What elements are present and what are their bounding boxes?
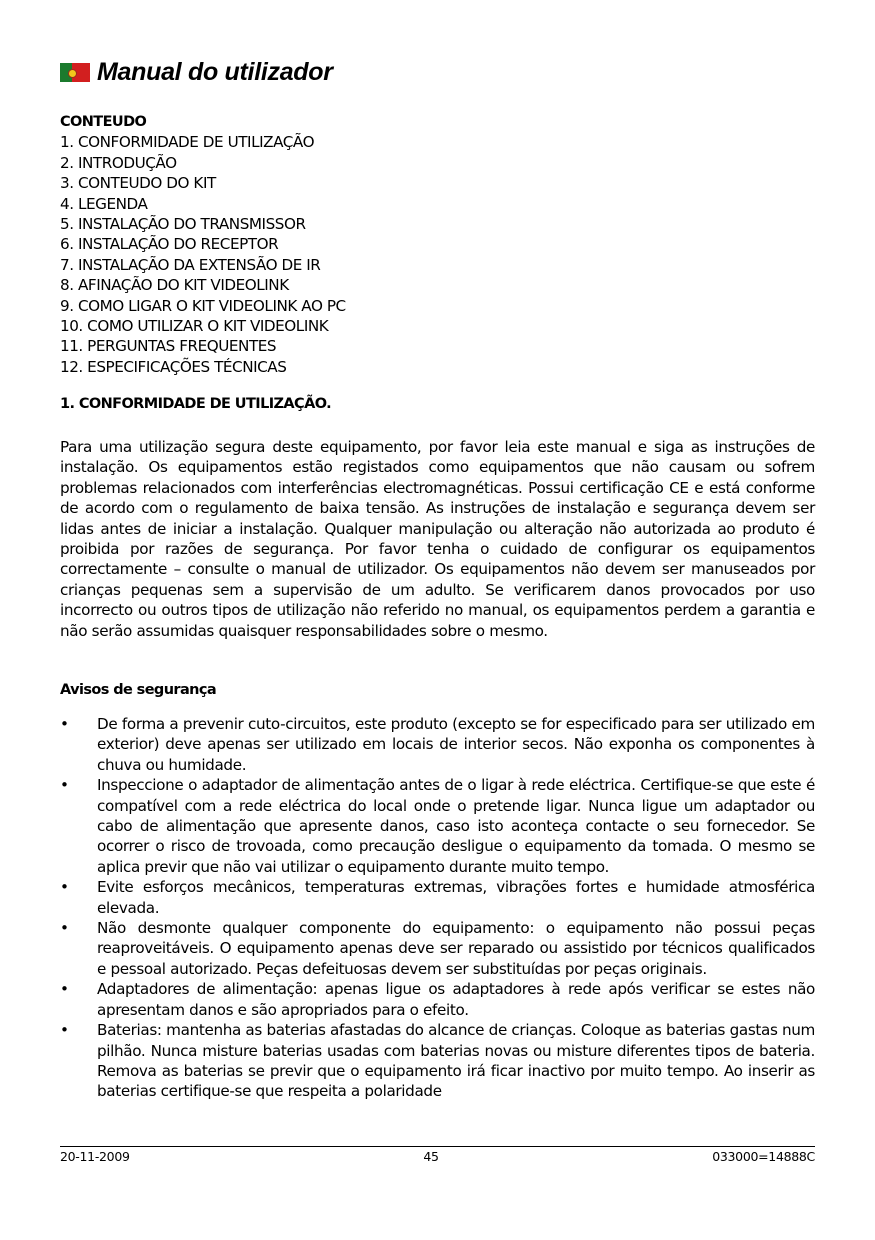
toc-item: 2. INTRODUÇÃO [60, 153, 177, 172]
toc-item: 4. LEGENDA [60, 194, 148, 213]
toc-item: 11. PERGUNTAS FREQUENTES [60, 337, 277, 356]
bullet-icon: • [60, 878, 69, 897]
list-item-text: Não desmonte qualquer componente do equipamento: o equipamento não possui peças reaproveitáveis. O equipamento apenas deve ser reparado ou assistido por técnicos qualificados e pessoal autorizado. Peças defeituosas devem ser substituídas por peças originais. [97, 919, 815, 978]
list-item-text: Evite esforços mecânicos, temperaturas extremas, vibrações fortes e humidade atmosférica elevada. [97, 878, 815, 917]
list-item-text: Nunca misture baterias usadas com baterias novas ou misture diferentes tipos de bateria. Remova as baterias se previr que o equipamento irá ficar inactivo por muito tempo. Ao inserir as baterias certifique-se que respeita a polaridade [97, 1041, 815, 1101]
list-item-lead-text: Baterias: mantenha as baterias afastadas do alcance de crianças. Coloque as baterias gastas num pilhão. [97, 1021, 815, 1060]
section-1-paragraph: Para uma utilização segura deste equipamento, por favor leia este manual e siga as instruções de instalação. Os equipamentos estão registados como equipamentos que não causam ou sofrem problemas relacionados com interferências electromagnéticas. Possui certificação CE e está conforme de acordo com o regulamento de baixa tensão. As instruções de instalação e segurança devem ser lidas antes de iniciar a instalação. Qualquer manipulação ou alteração não autorizada ao produto é proibida por razões de segurança. Por favor tenha o cuidado de configurar os equipamentos correctamente – consulte o manual de utilizador. Os equipamentos não devem ser manuseados por crianças pequenas sem a supervisão de um adulto. Se verificarem danos provocados por uso incorrecto ou outros tipos de utilização não referido no manual, os equipamentos perdem a garantia e não serão assumidas quaisquer responsabilidades sobre o mesmo. [60, 438, 815, 640]
safety-heading: Avisos de segurança [60, 682, 217, 698]
table-of-contents [60, 112, 346, 377]
bullet-icon: • [60, 919, 69, 938]
list-item-text: Inspeccione o adaptador de alimentação antes de o ligar à rede eléctrica. Certifique-se que este é compatível com a rede eléctrica do local onde o pretende ligar. Nunca ligue um adaptador ou cabo de alimentação que apresente danos, caso isto aconteça contacte o seu fornecedor. Se ocorrer o risco de trovoada, como precaução desligue o equipamento da tomada. O mesmo se aplica previr que não vai utilizar o equipamento durante muito tempo. [97, 776, 815, 876]
toc-item: 12. ESPECIFICAÇÕES TÉCNICAS [60, 357, 287, 376]
toc-heading: CONTEUDO [60, 114, 147, 130]
list-item [60, 714, 815, 775]
list-item [60, 918, 815, 979]
page-title: Manual do utilizador [97, 58, 333, 86]
page-number: 45 [423, 1149, 439, 1164]
list-item-text: De forma a prevenir cuto-circuitos, este produto (excepto se for especificado para ser utilizado em exterior) deve apenas ser utilizado em locais de interior secos. Não exponha os componentes à chuva ou humidade. [97, 715, 815, 774]
list-item [60, 775, 815, 877]
list-item [60, 1020, 815, 1102]
bullet-icon: • [60, 776, 69, 795]
title-row [60, 58, 333, 87]
list-item [60, 979, 815, 1020]
toc-item: 8. AFINAÇÃO DO KIT VIDEOLINK [60, 276, 289, 295]
footer-date: 20-11-2009 [60, 1149, 130, 1164]
toc-item: 10. COMO UTILIZAR O KIT VIDEOLINK [60, 317, 329, 336]
portugal-flag-icon [60, 63, 90, 82]
footer-divider [60, 1146, 815, 1147]
toc-item: 5. INSTALAÇÃO DO TRANSMISSOR [60, 215, 306, 234]
section-1-heading: 1. CONFORMIDADE DE UTILIZAÇÃO. [60, 396, 332, 412]
toc-item: 3. CONTEUDO DO KIT [60, 174, 216, 193]
list-item-text: Adaptadores de alimentação: apenas ligue os adaptadores à rede após verificar se estes não apresentam danos e são apropriados para o efeito. [97, 980, 815, 1019]
bullet-icon: • [60, 1021, 69, 1040]
toc-item: 6. INSTALAÇÃO DO RECEPTOR [60, 235, 279, 254]
list-item [60, 877, 815, 918]
document-code: 033000=14888C [712, 1149, 815, 1164]
toc-item: 9. COMO LIGAR O KIT VIDEOLINK AO PC [60, 296, 346, 315]
safety-list [60, 714, 815, 1102]
toc-item: 7. INSTALAÇÃO DA EXTENSÃO DE IR [60, 255, 321, 274]
toc-item: 1. CONFORMIDADE DE UTILIZAÇÃO [60, 133, 315, 152]
bullet-icon: • [60, 715, 69, 733]
bullet-icon: • [60, 980, 69, 999]
